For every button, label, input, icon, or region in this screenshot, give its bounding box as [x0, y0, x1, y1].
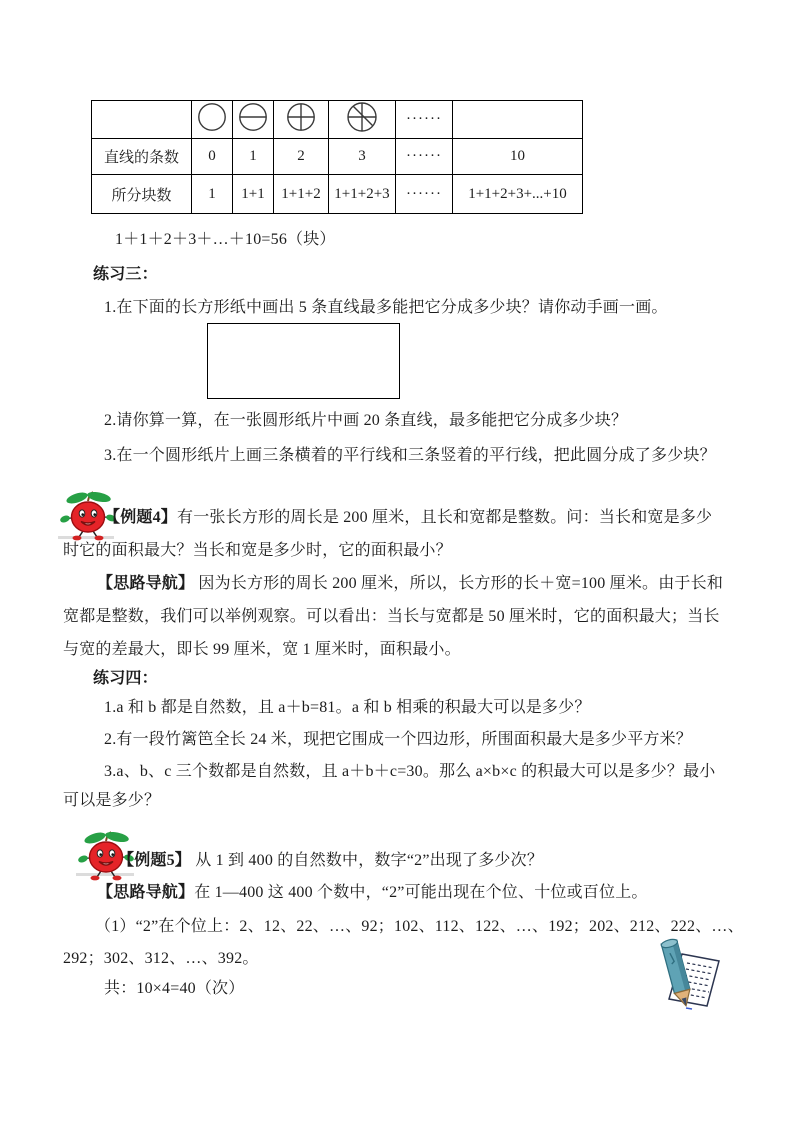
circle-1-line-icon [238, 102, 268, 132]
row-lines-label: 直线的条数 [92, 139, 192, 175]
exercise4-item-3-wrap: 可以是多少？ [63, 792, 161, 809]
example4-guide-line-1: 【思路导航】 因为长方形的周长 200 厘米，所以，长方形的长＋宽=100 厘米。由于长和 [97, 575, 724, 592]
drawing-box [207, 323, 400, 399]
example5-enum-line-1: （1）“2”在个位上：2、12、22、…、92；102、112、122、…、192；202、212、222、…、 [95, 918, 744, 935]
exercise3-item-1: 1.在下面的长方形纸中画出 5 条直线最多能把它分成多少块？请你动手画一画。 [104, 299, 668, 316]
table-row-circles [92, 101, 583, 139]
example5-label: 【例题5】 [118, 852, 192, 869]
table-row-line-counts: 直线的条数 0 1 2 3 ······ 10 [92, 139, 583, 175]
example5-guide-label: 【思路导航】 [97, 884, 195, 901]
example5-line-1: 【例题5】 从 1 到 400 的自然数中，数字“2”出现了多少次？ [118, 852, 544, 869]
pencil-writing-icon [650, 938, 728, 1018]
exercise4-item-1: 1.a 和 b 都是自然数，且 a＋b=81。a 和 b 相乘的积最大可以是多少？ [104, 699, 591, 716]
exercise3-item-3: 3.在一个圆形纸片上画三条横着的平行线和三条竖着的平行线，把此圆分成了多少块？ [104, 447, 716, 464]
example5-total-line: 共：10×4=40（次） [104, 980, 245, 997]
circle-2-lines-icon [286, 102, 316, 132]
table-ellipsis-cell: ······ [396, 101, 453, 139]
exercise4-item-3: 3.a、b、c 三个数都是自然数，且 a＋b＋c=30。那么 a×b×c 的积最大可以是多少？最小 [104, 763, 716, 780]
circle-0-lines-icon [197, 102, 227, 132]
example4-line-2: 时它的面积最大？当长和宽是多少时，它的面积最小？ [63, 542, 452, 559]
example5-enum-line-2: 292；302、312、…、392。 [63, 950, 259, 967]
example4-line-1: 【例题4】有一张长方形的周长是 200 厘米，且长和宽都是整数。问：当长和宽是多少 [104, 509, 713, 526]
example4-guide-line-2: 宽都是整数，我们可以举例观察。可以看出：当长与宽都是 50 厘米时，它的面积最大；当长 [63, 608, 720, 625]
example4-guide-line-3: 与宽的差最大，即长 99 厘米，宽 1 厘米时，面积最小。 [63, 641, 461, 658]
exercise3-title: 练习三： [93, 266, 158, 283]
division-table [91, 100, 583, 214]
example5-guide-line-1: 【思路导航】在 1—400 这 400 个数中，“2”可能出现在个位、十位或百位上。 [97, 884, 648, 901]
row-pieces-label: 所分块数 [92, 175, 192, 214]
example4-label: 【例题4】 [104, 509, 178, 526]
table-corner-cell [92, 101, 192, 139]
table-row-piece-counts: 所分块数 1 1+1 1+1+2 1+1+2+3 ······ 1+1+2+3+...+10 [92, 175, 583, 214]
circle-3-lines-icon [346, 101, 378, 133]
example4-guide-label: 【思路导航】 [97, 575, 195, 592]
exercise3-item-2: 2.请你算一算，在一张圆形纸片中画 20 条直线，最多能把它分成多少块？ [104, 412, 628, 429]
exercise4-item-2: 2.有一段竹篱笆全长 24 米，现把它围成一个四边形，所围面积最大是多少平方米？ [104, 731, 693, 748]
exercise4-title: 练习四： [93, 670, 158, 687]
sum-formula-line: 1＋1＋2＋3＋…＋10=56（块） [115, 231, 336, 248]
